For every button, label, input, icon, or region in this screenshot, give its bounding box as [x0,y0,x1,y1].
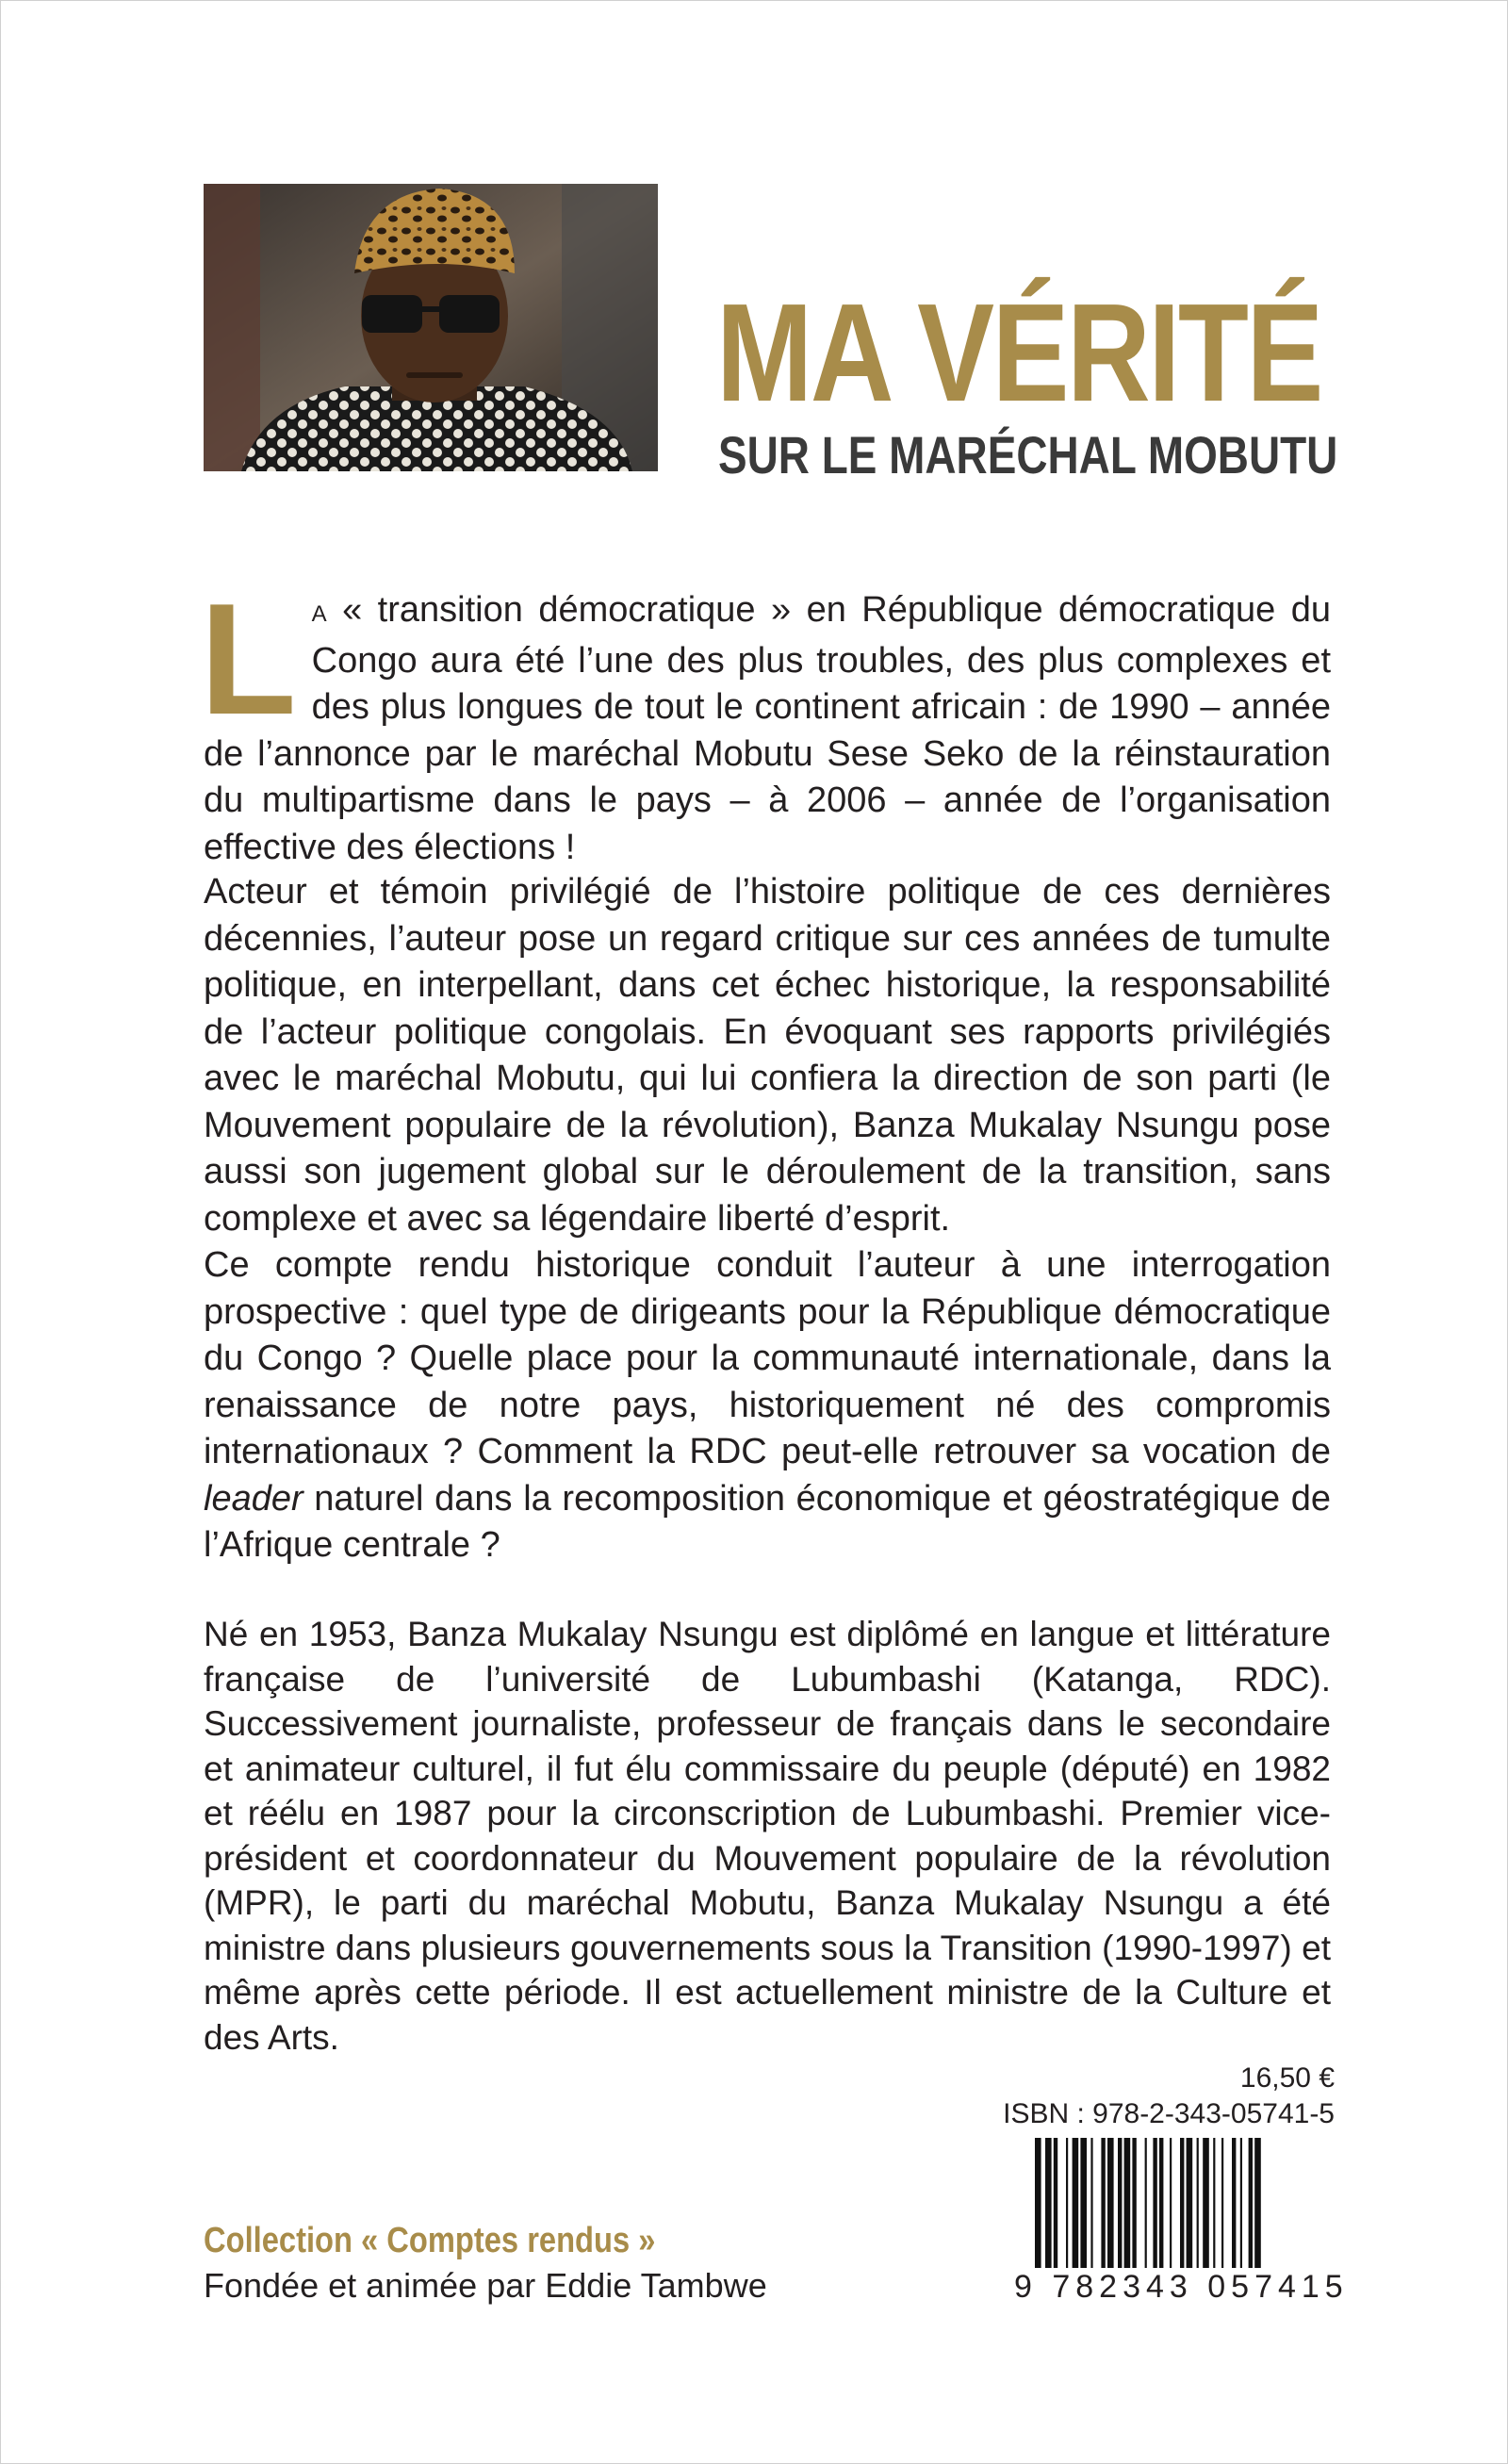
collection-founder: Fondée et animée par Eddie Tambwe [204,2266,767,2305]
author-bio: Né en 1953, Banza Mukalay Nsungu est diplômé en langue et littérature française de l’université de Lubumbashi (Katanga, RDC). Successivement journaliste, professeur de français dans le secondaire et animateur culturel, il fut élu commissaire du peuple (député) en 1982 et réélu en 1987 pour la circonscription de Lubumbashi. Premier vice-président et coordonnateur du Mouvement populaire de la révolution (MPR), le parti du maréchal Mobutu, Banza Mukalay Nsungu a été ministre dans plusieurs gouvernements sous la Transition (1990-1997) et même après cette période. Il est actuellement ministre de la Culture et des Arts. [204,1615,1331,2057]
blurb-paragraph-1-text: « transition démocratique » en République démocratique du Congo aura été l’une des plus troubles, des plus complexes et des plus longues de tout le continent africain : de 1990 – année de l’annonce par le maréchal Mobutu Sese Seko de la réinstauration du multipartisme dans le pays – à 2006 – année de l’organisation effective des élections ! [204,590,1331,867]
portrait-photo [204,184,658,471]
price: 16,50 € [1239,2062,1335,2094]
blurb-paragraph-3 [204,1242,1331,1569]
blurb-paragraph-3-start: Ce compte rendu historique conduit l’auteur à une interrogation prospective : quel type de dirigeants pour la République démocratique du Congo ? Quelle place pour la communauté internationale, dans la renaissance de notre pays, historiquement né des compromis internationaux ? Comment la RDC peut-elle retrouver sa vocation de [204,1245,1331,1471]
book-title: MA VÉRITÉ [716,275,1321,431]
blurb-paragraph-3-italic: leader [204,1478,303,1519]
blurb-paragraph-3-end: naturel dans la recomposition économique et géostratégique de l’Afrique centrale ? [204,1478,1331,1565]
barcode-digits: 9 782343 057415 [1014,2269,1349,2305]
drop-cap: L [200,570,297,747]
small-cap: A [311,601,327,627]
collection-name: Collection « Comptes rendus » [204,2221,656,2260]
blurb-paragraph-1 [200,570,1331,871]
blurb-paragraph-2: Acteur et témoin privilégié de l’histoire politique de ces dernières décennies, l’auteur pose un regard critique sur ces années de tumulte politique, en interpellant, dans cet échec historique, la responsabilité de l’acteur politique congolais. En évoquant ses rapports privilégiés avec le maréchal Mobutu, qui lui confiera la direction de son parti (le Mouvement populaire de la révolution), Banza Mukalay Nsungu pose aussi son jugement global sur le déroulement de la transition, sans complexe et avec sa légendaire liberté d’esprit. [204,872,1331,1239]
portrait-icon [204,184,658,471]
book-subtitle: SUR LE MARÉCHAL MOBUTU [718,425,1338,485]
isbn: ISBN : 978-2-343-05741-5 [1003,2098,1335,2129]
